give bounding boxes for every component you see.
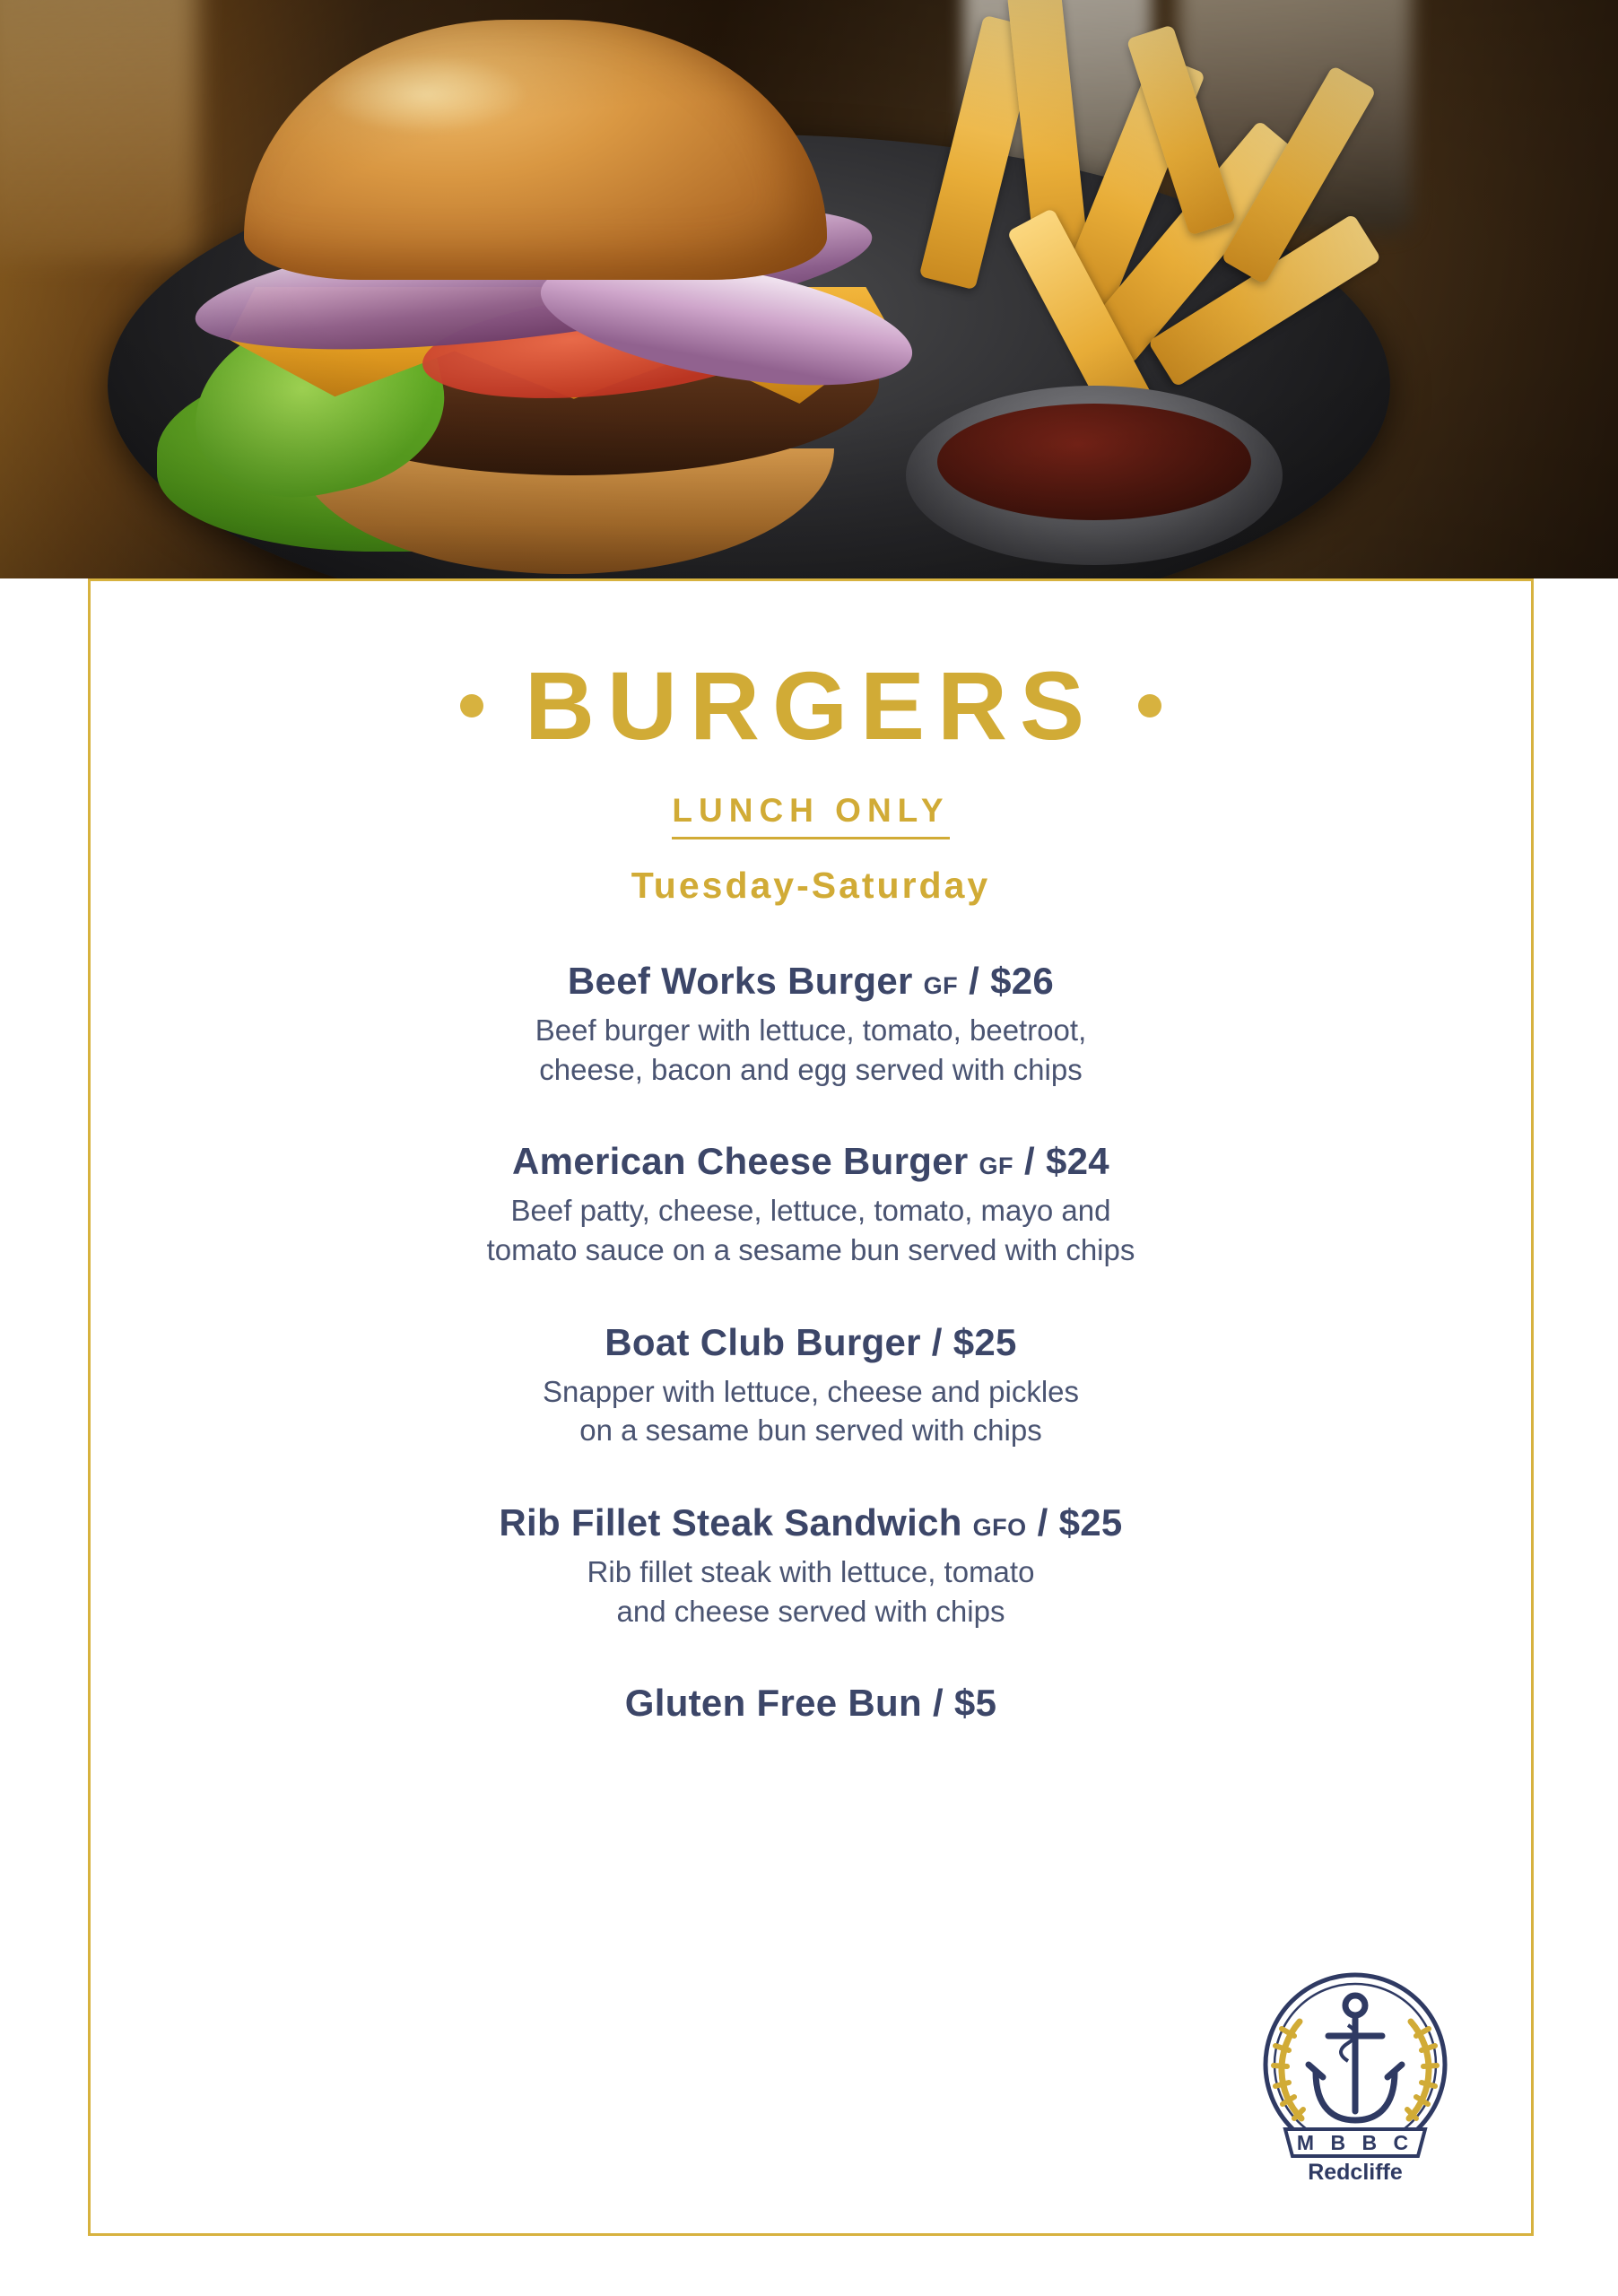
description-line: on a sesame bun served with chips xyxy=(579,1413,1042,1448)
menu-item-price: $25 xyxy=(953,1320,1017,1363)
menu-card xyxy=(88,578,1534,2236)
menu-subtitle: LUNCH ONLY xyxy=(672,792,949,839)
menu-item-tag: GFO xyxy=(972,1513,1027,1541)
menu-item-tag: GF xyxy=(979,1152,1013,1180)
club-initials: M B B C xyxy=(1296,2131,1414,2154)
description-line: Rib fillet steak with lettuce, tomato xyxy=(587,1555,1035,1589)
menu-item-separator: / xyxy=(931,1320,943,1363)
menu-item-separator: / xyxy=(1037,1500,1048,1544)
title-dot-left-icon xyxy=(460,694,483,718)
menu-item-separator: / xyxy=(1023,1140,1035,1183)
menu-item-description xyxy=(91,1191,1531,1269)
description-line: Beef burger with lettuce, tomato, beetroot, xyxy=(535,1013,1087,1048)
menu-item-separator: / xyxy=(969,960,980,1002)
description-line: Snapper with lettuce, cheese and pickles xyxy=(542,1374,1080,1408)
menu-item-heading xyxy=(91,1141,1531,1182)
menu-item-name: Gluten Free Bun xyxy=(624,1682,922,1725)
title-dot-right-icon xyxy=(1138,694,1161,718)
menu-title: BURGERS xyxy=(524,651,1098,760)
page-title xyxy=(91,651,1531,760)
menu-item-name: American Cheese Burger xyxy=(512,1140,969,1183)
menu-item-price: $24 xyxy=(1045,1140,1109,1183)
club-logo xyxy=(1235,1953,1475,2194)
menu-item-price: $26 xyxy=(990,960,1055,1002)
menu-item-separator: / xyxy=(932,1682,944,1725)
club-location: Redcliffe xyxy=(1308,2160,1403,2185)
menu-item xyxy=(91,961,1531,1089)
menu-days: Tuesday-Saturday xyxy=(631,865,991,906)
menu-item xyxy=(91,1502,1531,1631)
menu-item-price: $5 xyxy=(953,1682,997,1725)
hero-photo xyxy=(0,0,1618,578)
menu-item-name: Beef Works Burger xyxy=(567,960,913,1002)
menu-item-heading xyxy=(91,1322,1531,1363)
menu-item-description xyxy=(91,1552,1531,1631)
menu-item-description xyxy=(91,1372,1531,1450)
menu-item xyxy=(91,1141,1531,1269)
menu-item-heading xyxy=(91,1502,1531,1544)
menu-item-description xyxy=(91,1011,1531,1089)
menu-item-price: $25 xyxy=(1058,1500,1123,1544)
menu-item-heading xyxy=(91,1683,1531,1724)
menu-item xyxy=(91,1683,1531,1724)
description-line: Beef patty, cheese, lettuce, tomato, mayo and xyxy=(510,1194,1111,1228)
menu-item-name: Boat Club Burger xyxy=(605,1320,921,1363)
description-line: tomato sauce on a sesame bun served with chips xyxy=(486,1233,1135,1267)
menu-items-list xyxy=(91,961,1531,1724)
menu-item-name: Rib Fillet Steak Sandwich xyxy=(499,1500,962,1544)
photo-vignette xyxy=(0,0,1618,578)
menu-item-tag: GF xyxy=(923,972,959,999)
description-line: cheese, bacon and egg served with chips xyxy=(539,1052,1083,1086)
menu-item xyxy=(91,1322,1531,1450)
description-line: and cheese served with chips xyxy=(616,1594,1005,1628)
menu-item-heading xyxy=(91,961,1531,1002)
